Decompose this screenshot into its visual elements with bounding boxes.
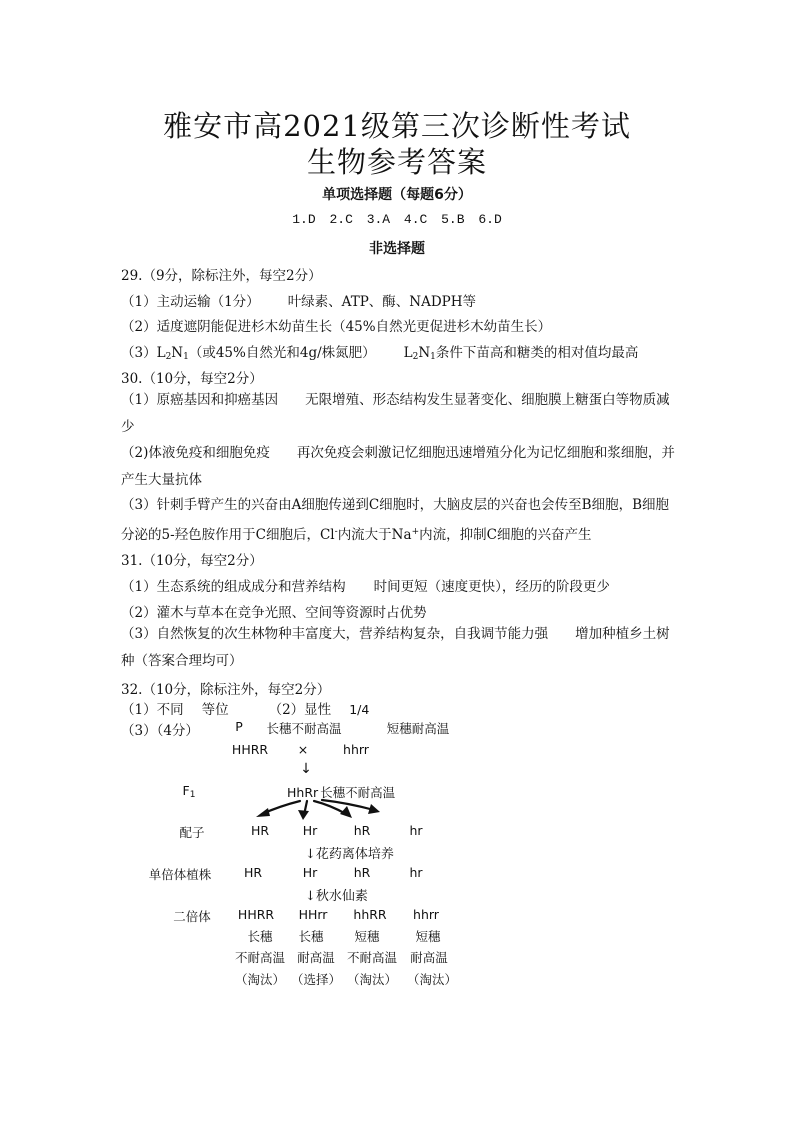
diagram-haploid: HR: [243, 865, 263, 880]
diagram-haploid-label: 单倍体植株: [148, 867, 212, 882]
q30-part3-sup2: +: [411, 527, 420, 537]
q29-part1-answer-b: 叶绿素、ATP、酶、NADPH等: [287, 294, 477, 310]
q29-part3-l: L: [156, 345, 166, 361]
diagram-heat-tolerance: 不耐高温: [234, 950, 286, 965]
diagram-p-left-phenotype: 长穗不耐高温: [266, 721, 342, 736]
arrowhead-1: [256, 808, 270, 817]
arrowhead-2: [298, 810, 309, 820]
mc-answer: 4.C: [403, 212, 428, 227]
q32-part1-answer-b: 等位: [201, 702, 229, 718]
diagram-outcome: （淘汰）: [406, 972, 458, 987]
diagram-f1-phenotype: 长穗不耐高温: [320, 785, 396, 800]
mc-answer: 6.D: [478, 212, 502, 227]
q31-part2: （2）灌木与草本在竞争光照、空间等资源时占优势: [121, 605, 427, 621]
q31-part1-answer-b: 时间更短（速度更快），经历的阶段更少: [373, 579, 610, 595]
q29-part3-n2-sub: 1: [430, 352, 436, 362]
document-title-line1: 雅安市高2021级第三次诊断性考试: [163, 109, 631, 143]
diagram-cross-sign: ×: [297, 742, 309, 757]
diagram-outcome: （淘汰）: [346, 972, 398, 987]
q32-part3-label: （3）（4分）: [121, 723, 199, 739]
diagram-heat-tolerance: 耐高温: [297, 950, 335, 965]
diagram-f1-letter: F: [182, 783, 190, 798]
diagram-step-anther-culture: ↓花药离体培养: [305, 847, 394, 862]
diagram-f1-genotype: HhRr: [287, 785, 319, 800]
diagram-parent1: HHRR: [231, 742, 269, 757]
q30-part3-b: 内流大于Na: [337, 527, 412, 543]
diagram-gamete: hR: [353, 823, 371, 838]
q32-part2-answer-b: 1/4: [349, 702, 370, 717]
q31-part1-answer-a: （1）生态系统的组成成分和营养结构: [121, 579, 346, 595]
diagram-heat-tolerance: 不耐高温: [346, 950, 398, 965]
q29-part3-mid: （或45%自然光和4g/株氮肥）: [188, 345, 376, 361]
q29-heading: 29.（9分，除标注外，每空2分）: [121, 268, 322, 284]
q30-part3-a: （3）针刺手臂产生的兴奋由A细胞传递到C细胞时，大脑皮层的兴奋也会传至B细胞，B细胞分泌的5-羟色胺作用于C细胞后，Cl: [121, 497, 670, 543]
diagram-ear-length: 短穗: [354, 929, 380, 944]
q29-part3-l2-sub: 2: [412, 352, 419, 362]
diagram-haploid: hR: [353, 865, 371, 880]
diagram-f1-sub: 1: [189, 790, 196, 800]
diagram-gamete-label: 配子: [179, 825, 205, 840]
q29-part3-n: N: [171, 345, 184, 361]
diagram-step-colchicine: ↓秋水仙素: [305, 889, 368, 904]
diagram-haploid: hr: [409, 865, 423, 880]
mc-answer: 1.D: [292, 212, 316, 227]
mc-answer: 2.C: [329, 212, 353, 227]
q32-part1-answer-a: （1）不同: [121, 702, 184, 718]
document-title-line2: 生物参考答案: [306, 145, 487, 179]
q30-part1: （1）原癌基因和抑癌基因 无限增殖、形态结构发生显著变化、细胞膜上糖蛋白等物质减少: [121, 392, 670, 435]
mc-answer: 5.B: [441, 212, 465, 227]
diagram-heat-tolerance: 耐高温: [410, 950, 448, 965]
mc-section-heading: 单项选择题（每题6分）: [322, 187, 472, 203]
diagram-ear-length: 长穗: [247, 929, 273, 944]
arrowhead-3: [340, 806, 352, 818]
q29-part3-prefix: （3）: [121, 345, 157, 361]
q30-part3-sup1: -: [334, 527, 338, 537]
diagram-p-label: P: [235, 719, 243, 734]
arrowhead-4: [368, 804, 380, 814]
q31-heading: 31.（10分，每空2分）: [121, 553, 263, 569]
q29-part1-answer-a: （1）主动运输（1分）: [121, 294, 260, 310]
diagram-haploid: Hr: [302, 865, 318, 880]
q29-part3-l2: L: [403, 345, 413, 361]
q29-part2: （2）适度遮阴能促进杉木幼苗生长（45%自然光更促进杉木幼苗生长）: [121, 319, 552, 335]
diagram-outcome: （选择）: [290, 972, 342, 987]
diagram-diploid-label: 二倍体: [173, 909, 211, 924]
diagram-diploid: hhrr: [413, 907, 439, 922]
diagram-diploid: HHRR: [237, 907, 275, 922]
q31-part3: （3）自然恢复的次生林物种丰富度大，营养结构复杂，自我调节能力强 增加种植乡土树种（答案合理均可）: [121, 626, 670, 669]
q32-part2-answer-a: （2）显性: [268, 702, 332, 718]
mc-answer: 3.A: [366, 212, 391, 227]
diagram-p-right-phenotype: 短穗耐高温: [386, 721, 450, 736]
diagram-gamete: Hr: [302, 823, 318, 838]
diagram-ear-length: 长穗: [298, 929, 324, 944]
nonmc-section-heading: 非选择题: [369, 241, 425, 257]
q32-heading: 32.（10分，除标注外，每空2分）: [121, 682, 331, 698]
q29-part3-l-sub: 2: [165, 352, 172, 362]
diagram-diploid: hhRR: [353, 907, 387, 922]
diagram-parent2: hhrr: [343, 742, 369, 757]
diagram-down-arrow: ↓: [300, 761, 312, 777]
q29-part3-n-sub: 1: [183, 352, 189, 362]
q30-part2: （2)体液免疫和细胞免疫 再次免疫会刺激记忆细胞迅速增殖分化为记忆细胞和浆细胞，并产生大量抗体: [121, 445, 675, 488]
diagram-gamete: hr: [409, 823, 423, 838]
q30-part3-c: 内流，抑制C细胞的兴奋产生: [419, 527, 592, 543]
diagram-outcome: （淘汰）: [234, 972, 286, 987]
q29-part3-n2: N: [418, 345, 431, 361]
q29-part3-tail: 条件下苗高和糖类的相对值均最高: [435, 345, 639, 361]
diagram-diploid: HHrr: [298, 907, 328, 922]
q30-heading: 30.（10分，每空2分）: [121, 371, 263, 387]
diagram-gamete: HR: [250, 823, 270, 838]
diagram-ear-length: 短穗: [415, 929, 441, 944]
